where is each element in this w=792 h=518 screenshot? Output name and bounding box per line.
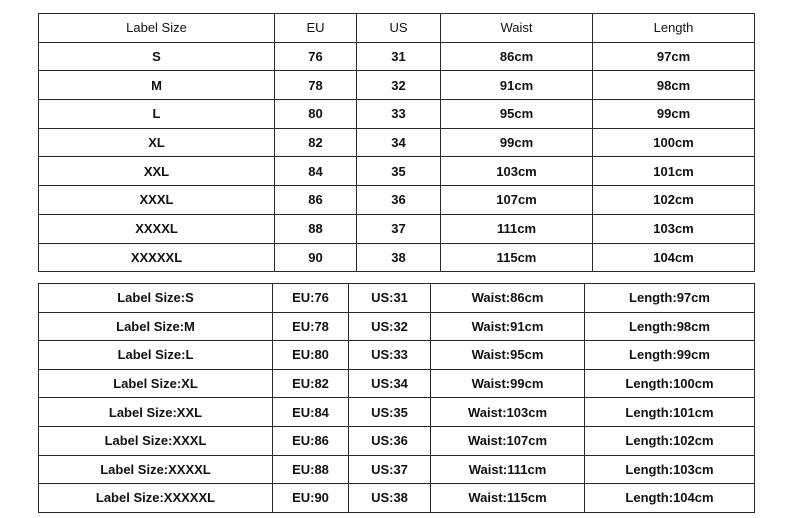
cell-us: 35 bbox=[357, 157, 441, 186]
cell-label-size: XXL bbox=[39, 157, 275, 186]
cell-us: US:34 bbox=[349, 369, 431, 398]
cell-us: US:38 bbox=[349, 484, 431, 513]
cell-length: 104cm bbox=[593, 243, 755, 272]
cell-length: Length:98cm bbox=[585, 312, 755, 341]
table-row bbox=[39, 186, 755, 215]
cell-us: US:31 bbox=[349, 284, 431, 313]
header-waist: Waist bbox=[441, 14, 593, 43]
cell-eu: EU:78 bbox=[273, 312, 349, 341]
cell-waist: Waist:95cm bbox=[431, 341, 585, 370]
cell-us: 36 bbox=[357, 186, 441, 215]
cell-waist: 115cm bbox=[441, 243, 593, 272]
cell-eu: EU:90 bbox=[273, 484, 349, 513]
cell-eu: 76 bbox=[275, 42, 357, 71]
cell-us: 31 bbox=[357, 42, 441, 71]
table-row bbox=[39, 284, 755, 313]
header-length: Length bbox=[593, 14, 755, 43]
cell-waist: 107cm bbox=[441, 186, 593, 215]
size-chart-table-labeled bbox=[38, 283, 755, 513]
cell-us: US:36 bbox=[349, 426, 431, 455]
cell-label-size: M bbox=[39, 71, 275, 100]
cell-length: 99cm bbox=[593, 100, 755, 129]
cell-eu: 80 bbox=[275, 100, 357, 129]
cell-eu: EU:84 bbox=[273, 398, 349, 427]
cell-waist: Waist:115cm bbox=[431, 484, 585, 513]
cell-us: 38 bbox=[357, 243, 441, 272]
table-row bbox=[39, 100, 755, 129]
table-row bbox=[39, 455, 755, 484]
cell-waist: 99cm bbox=[441, 128, 593, 157]
cell-label-size: Label Size:XXXXL bbox=[39, 455, 273, 484]
cell-label-size: Label Size:XXXXXL bbox=[39, 484, 273, 513]
cell-label-size: L bbox=[39, 100, 275, 129]
cell-waist: 91cm bbox=[441, 71, 593, 100]
table-row bbox=[39, 369, 755, 398]
cell-eu: EU:86 bbox=[273, 426, 349, 455]
cell-label-size: S bbox=[39, 42, 275, 71]
cell-length: 100cm bbox=[593, 128, 755, 157]
table-row bbox=[39, 214, 755, 243]
cell-eu: EU:80 bbox=[273, 341, 349, 370]
cell-waist: Waist:107cm bbox=[431, 426, 585, 455]
table-row bbox=[39, 128, 755, 157]
table-row bbox=[39, 42, 755, 71]
table-row bbox=[39, 426, 755, 455]
cell-us: 33 bbox=[357, 100, 441, 129]
cell-label-size: XXXL bbox=[39, 186, 275, 215]
cell-us: US:32 bbox=[349, 312, 431, 341]
cell-us: 32 bbox=[357, 71, 441, 100]
header-us: US bbox=[357, 14, 441, 43]
cell-waist: Waist:103cm bbox=[431, 398, 585, 427]
cell-eu: 78 bbox=[275, 71, 357, 100]
cell-waist: 95cm bbox=[441, 100, 593, 129]
cell-label-size: XXXXL bbox=[39, 214, 275, 243]
cell-us: US:37 bbox=[349, 455, 431, 484]
cell-label-size: Label Size:XXXL bbox=[39, 426, 273, 455]
cell-label-size: Label Size:L bbox=[39, 341, 273, 370]
cell-us: 37 bbox=[357, 214, 441, 243]
cell-us: US:35 bbox=[349, 398, 431, 427]
header-eu: EU bbox=[275, 14, 357, 43]
cell-length: 98cm bbox=[593, 71, 755, 100]
cell-length: 102cm bbox=[593, 186, 755, 215]
cell-waist: Waist:86cm bbox=[431, 284, 585, 313]
cell-waist: 111cm bbox=[441, 214, 593, 243]
cell-label-size: Label Size:M bbox=[39, 312, 273, 341]
cell-eu: EU:82 bbox=[273, 369, 349, 398]
cell-length: Length:100cm bbox=[585, 369, 755, 398]
table-row bbox=[39, 398, 755, 427]
table-header-row bbox=[39, 14, 755, 43]
table-row bbox=[39, 341, 755, 370]
cell-length: Length:97cm bbox=[585, 284, 755, 313]
cell-label-size: Label Size:XL bbox=[39, 369, 273, 398]
table-row bbox=[39, 157, 755, 186]
cell-length: 101cm bbox=[593, 157, 755, 186]
cell-eu: 82 bbox=[275, 128, 357, 157]
cell-length: 103cm bbox=[593, 214, 755, 243]
cell-eu: 88 bbox=[275, 214, 357, 243]
cell-eu: 84 bbox=[275, 157, 357, 186]
cell-eu: EU:88 bbox=[273, 455, 349, 484]
cell-waist: Waist:111cm bbox=[431, 455, 585, 484]
table-row bbox=[39, 71, 755, 100]
table-row bbox=[39, 312, 755, 341]
cell-eu: 86 bbox=[275, 186, 357, 215]
cell-length: Length:101cm bbox=[585, 398, 755, 427]
cell-waist: 86cm bbox=[441, 42, 593, 71]
size-chart-table bbox=[38, 13, 755, 272]
cell-waist: 103cm bbox=[441, 157, 593, 186]
cell-eu: EU:76 bbox=[273, 284, 349, 313]
cell-us: 34 bbox=[357, 128, 441, 157]
cell-waist: Waist:99cm bbox=[431, 369, 585, 398]
table-row bbox=[39, 243, 755, 272]
cell-label-size: XXXXXL bbox=[39, 243, 275, 272]
cell-label-size: XL bbox=[39, 128, 275, 157]
cell-length: 97cm bbox=[593, 42, 755, 71]
cell-length: Length:99cm bbox=[585, 341, 755, 370]
cell-length: Length:104cm bbox=[585, 484, 755, 513]
cell-length: Length:102cm bbox=[585, 426, 755, 455]
cell-label-size: Label Size:XXL bbox=[39, 398, 273, 427]
cell-length: Length:103cm bbox=[585, 455, 755, 484]
cell-eu: 90 bbox=[275, 243, 357, 272]
header-label-size: Label Size bbox=[39, 14, 275, 43]
cell-us: US:33 bbox=[349, 341, 431, 370]
cell-label-size: Label Size:S bbox=[39, 284, 273, 313]
cell-waist: Waist:91cm bbox=[431, 312, 585, 341]
table-row bbox=[39, 484, 755, 513]
